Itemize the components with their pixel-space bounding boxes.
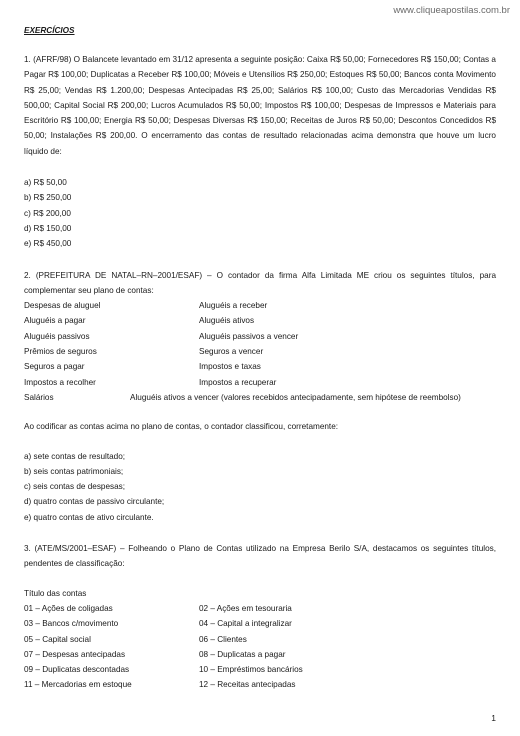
- q2-option-c: c) seis contas de despesas;: [24, 482, 126, 492]
- section-heading: EXERCÍCIOS: [24, 26, 75, 35]
- question-1-text: 1. (AFRF/98) O Balancete levantado em 31/12 apresenta a seguinte posição: Caixa R$ 50,00; Fornecedores R$ 150,00; Contas a Pagar R$ 100,00; Duplicatas a Receber R$ 100,00; Móveis e Utensílios R$ 250,00; Estoques R$ 50,00; Bancos conta Movimento R$ 25,00; Vendas R$ 1.200,00; Despesas Antecipadas R$ 25,00; Salários R$ 100,00; Custo das Mercadorias Vendidas R$ 500,00; Capital Social R$ 200,00; Lucros Acumulados R$ 50,00; Impostos R$ 100,00; Despesas de Impressos e Materiais para Escritório R$ 100,00; Energia R$ 50,00; Despesas Diversas R$ 150,00; Receitas de Juros R$ 50,00; Descontos Concedidos R$ 50,00; Instalações R$ 200,00. O encerramento das contas de resultado relacionadas acima demonstra que houve um lucro líquido de:: [24, 55, 496, 156]
- q2-account-right: Aluguéis passivos a vencer: [199, 331, 299, 341]
- q2-account-left: Impostos a recolher: [24, 377, 96, 387]
- q3-account-row: [24, 601, 496, 616]
- q2-account-left: Salários: [24, 392, 54, 402]
- q3-account-row: [24, 616, 496, 631]
- q3-account-left: 11 – Mercadorias em estoque: [24, 680, 132, 690]
- q3-account-right: 08 – Duplicatas a pagar: [199, 649, 286, 659]
- q3-account-left: 01 – Ações de coligadas: [24, 603, 113, 613]
- q2-account-row: [24, 359, 496, 374]
- q2-account-right: Seguros a vencer: [199, 347, 264, 357]
- q3-account-right: 02 – Ações em tesouraria: [199, 603, 292, 613]
- q2-account-left: Despesas de aluguel: [24, 301, 101, 311]
- q2-option-d: d) quatro contas de passivo circulante;: [24, 497, 165, 507]
- q2-account-row: [24, 298, 496, 313]
- q2-account-right: Impostos e taxas: [199, 362, 261, 372]
- q3-account-left: 05 – Capital social: [24, 634, 91, 644]
- q2-account-row-last: [24, 390, 496, 405]
- q1-option-a: a) R$ 50,00: [24, 178, 67, 188]
- q1-option-c: c) R$ 200,00: [24, 208, 71, 218]
- page-number: 1: [491, 713, 496, 723]
- q3-account-right: 12 – Receitas antecipadas: [199, 680, 296, 690]
- question-2-prompt: Ao codificar as contas acima no plano de contas, o contador classificou, corretamente:: [24, 422, 339, 432]
- q2-account-row: [24, 375, 496, 390]
- q2-account-left: Aluguéis a pagar: [24, 316, 86, 326]
- document-body: [24, 25, 496, 693]
- q3-account-right: 06 – Clientes: [199, 634, 247, 644]
- q3-account-left: 07 – Despesas antecipadas: [24, 649, 126, 659]
- q2-account-row: [24, 313, 496, 328]
- watermark: www.cliqueapostilas.com.br: [393, 5, 510, 16]
- q1-option-d: d) R$ 150,00: [24, 223, 72, 233]
- q2-option-a: a) sete contas de resultado;: [24, 451, 126, 461]
- q2-option-e: e) quatro contas de ativo circulante.: [24, 512, 154, 522]
- question-2-intro: 2. (PREFEITURA DE NATAL–RN–2001/ESAF) – O contador da firma Alfa Limitada ME criou os seguintes títulos, para complementar seu plano de contas:: [24, 270, 496, 295]
- q2-account-left: Prêmios de seguros: [24, 347, 97, 357]
- q1-option-b: b) R$ 250,00: [24, 193, 72, 203]
- q3-account-row: [24, 662, 496, 677]
- q2-account-row: [24, 344, 496, 359]
- q3-account-row: [24, 632, 496, 647]
- q2-account-right: Aluguéis ativos a vencer (valores recebidos antecipadamente, sem hipótese de reembolso): [130, 392, 461, 402]
- q2-account-right: Aluguéis ativos: [199, 316, 255, 326]
- q3-account-left: 09 – Duplicatas descontadas: [24, 665, 130, 675]
- q1-option-e: e) R$ 450,00: [24, 239, 72, 249]
- q3-account-right: 10 – Empréstimos bancários: [199, 665, 303, 675]
- q3-account-row: [24, 677, 496, 692]
- q3-list-title: Título das contas: [24, 588, 87, 598]
- q2-account-row: [24, 329, 496, 344]
- q2-account-left: Seguros a pagar: [24, 362, 85, 372]
- q3-account-row: [24, 647, 496, 662]
- q2-account-right: Aluguéis a receber: [199, 301, 268, 311]
- question-3-intro: 3. (ATE/MS/2001–ESAF) – Folheando o Plano de Contas utilizado na Empresa Berilo S/A, destacamos os seguintes títulos, pendentes de classificação:: [24, 544, 496, 569]
- q2-option-b: b) seis contas patrimoniais;: [24, 466, 124, 476]
- q3-account-left: 03 – Bancos c/movimento: [24, 619, 119, 629]
- q3-account-right: 04 – Capital a integralizar: [199, 619, 292, 629]
- q2-account-right: Impostos a recuperar: [199, 377, 277, 387]
- q2-account-left: Aluguéis passivos: [24, 331, 90, 341]
